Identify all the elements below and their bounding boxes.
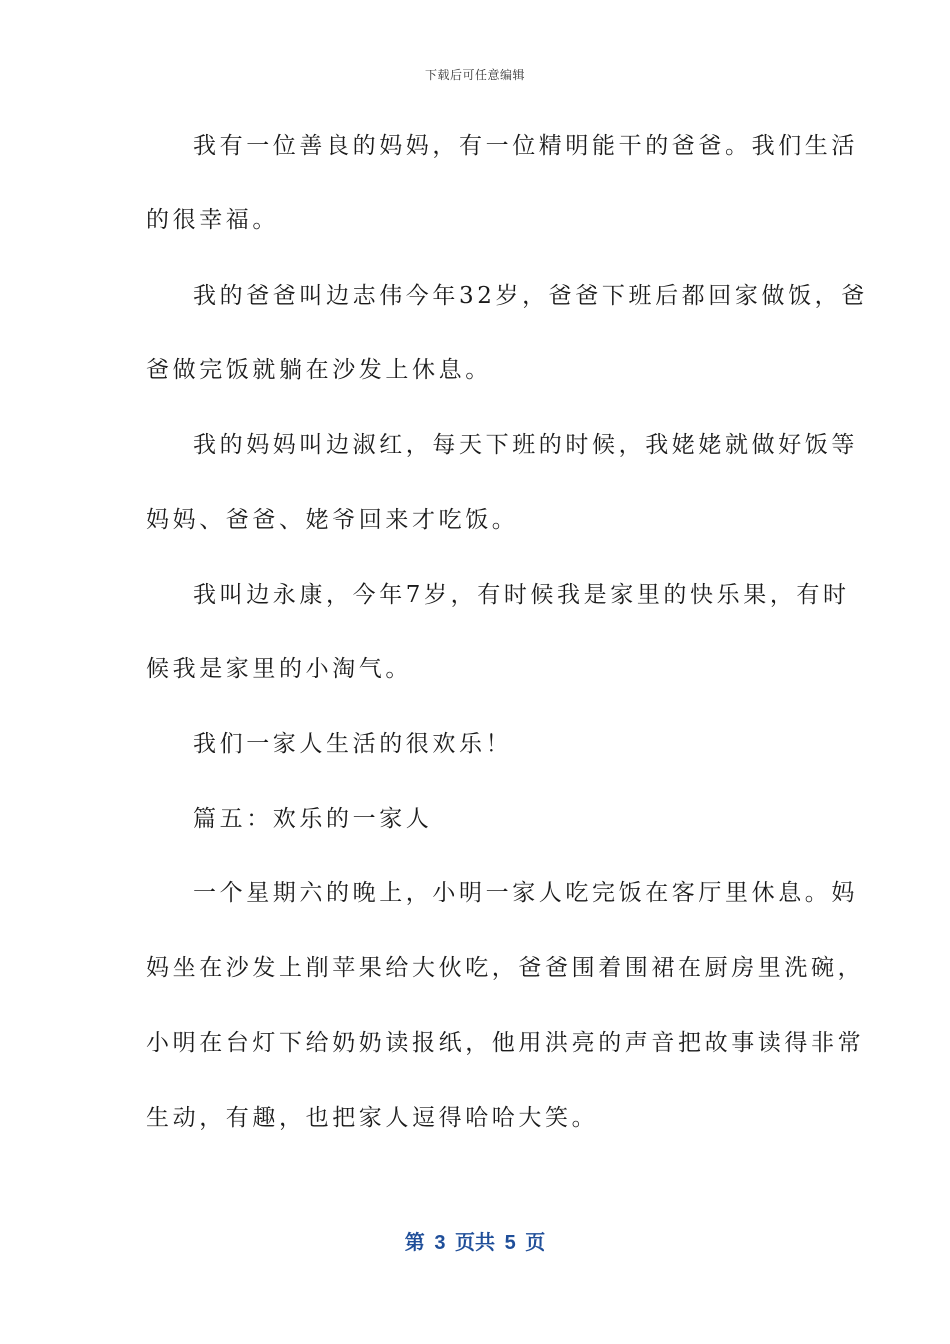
- paragraph-line: 候我是家里的小淘气。: [146, 656, 412, 682]
- paragraph-line: 爸做完饭就躺在沙发上休息。: [146, 357, 492, 383]
- paragraph-line: 我的爸爸叫边志伟今年32岁，爸爸下班后都回家做饭，爸: [193, 283, 868, 309]
- paragraph-line: 妈坐在沙发上削苹果给大伙吃，爸爸围着围裙在厨房里洗碗，: [146, 955, 865, 981]
- page-header: 下载后可任意编辑: [424, 68, 525, 82]
- footer-suffix: 页: [525, 1232, 546, 1254]
- footer-middle: 页共: [455, 1232, 495, 1254]
- total-pages-number: 5: [504, 1232, 516, 1254]
- paragraph-line: 小明在台灯下给奶奶读报纸，他用洪亮的声音把故事读得非常: [146, 1030, 865, 1056]
- paragraph-line: 的很幸福。: [146, 207, 279, 233]
- page-footer: [0, 1226, 950, 1255]
- paragraph-line: 我们一家人生活的很欢乐！: [193, 731, 513, 757]
- paragraph-line: 我叫边永康，今年7岁，有时候我是家里的快乐果，有时: [193, 582, 850, 608]
- paragraph-line: 我有一位善良的妈妈，有一位精明能干的爸爸。我们生活: [193, 133, 858, 159]
- paragraph-line: 生动，有趣，也把家人逗得哈哈大笑。: [146, 1105, 599, 1131]
- section-heading: 篇五：欢乐的一家人: [193, 806, 433, 832]
- footer-prefix: 第: [404, 1232, 425, 1254]
- current-page-number: 3: [434, 1232, 446, 1254]
- paragraph-line: 妈妈、爸爸、姥爷回来才吃饭。: [146, 507, 519, 533]
- paragraph-line: 一个星期六的晚上，小明一家人吃完饭在客厅里休息。妈: [193, 880, 858, 906]
- paragraph-line: 我的妈妈叫边淑红，每天下班的时候，我姥姥就做好饭等: [193, 432, 858, 458]
